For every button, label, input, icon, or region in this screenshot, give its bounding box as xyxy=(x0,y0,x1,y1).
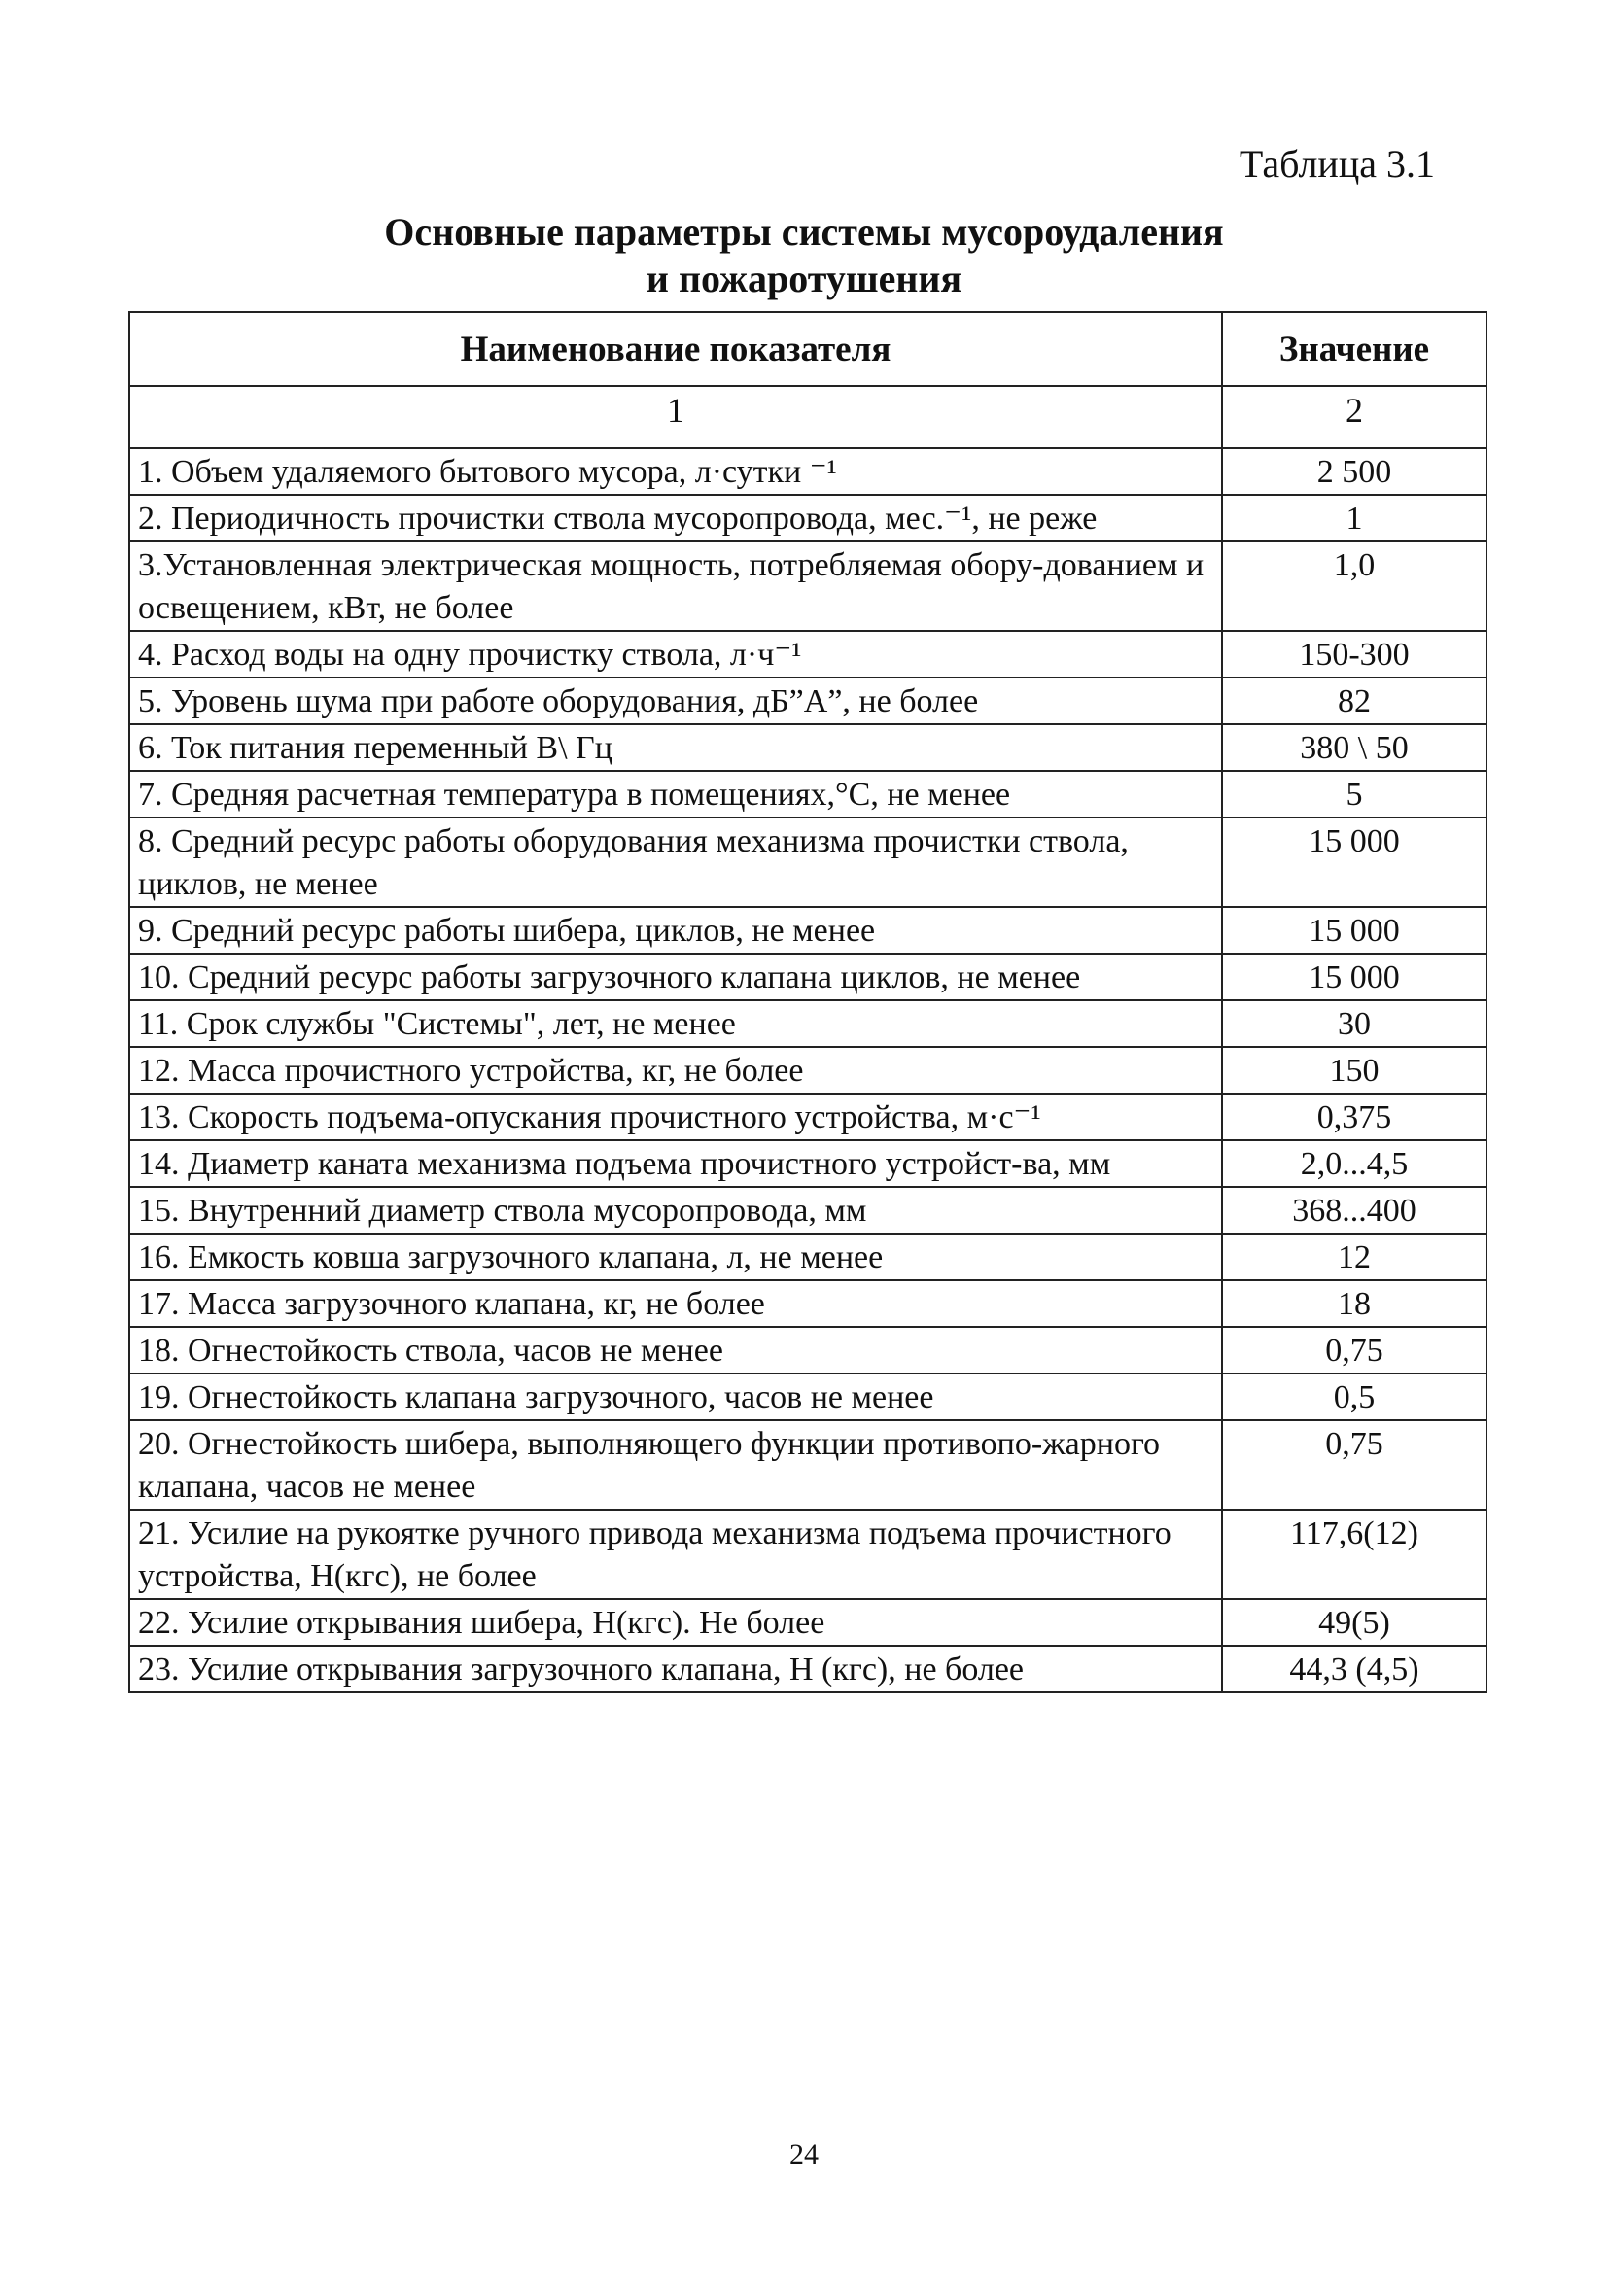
table-row xyxy=(129,1000,1486,1047)
table-row xyxy=(129,1599,1486,1646)
parameter-name: 15. Внутренний диаметр ствола мусоропровода, мм xyxy=(129,1187,1222,1234)
header-name: Наименование показателя xyxy=(129,312,1222,386)
parameter-name: 11. Срок службы "Системы", лет, не менее xyxy=(129,1000,1222,1047)
parameter-name: 8. Средний ресурс работы оборудования механизма прочистки ствола, циклов, не менее xyxy=(129,818,1222,907)
parameter-name: 21. Усилие на рукоятке ручного привода механизма подъема прочистного устройства, Н(кгс), не более xyxy=(129,1510,1222,1599)
table-row xyxy=(129,1094,1486,1140)
header-row xyxy=(129,312,1486,386)
parameter-value: 2 500 xyxy=(1222,448,1486,495)
parameter-value: 117,6(12) xyxy=(1222,1510,1486,1599)
parameter-value: 15 000 xyxy=(1222,954,1486,1000)
table-row xyxy=(129,1140,1486,1187)
parameter-value: 18 xyxy=(1222,1280,1486,1327)
column-number-2: 2 xyxy=(1222,386,1486,448)
table-row xyxy=(129,1280,1486,1327)
parameter-name: 17. Масса загрузочного клапана, кг, не более xyxy=(129,1280,1222,1327)
table-row xyxy=(129,1420,1486,1510)
parameter-value: 12 xyxy=(1222,1234,1486,1280)
parameter-name: 10. Средний ресурс работы загрузочного клапана циклов, не менее xyxy=(129,954,1222,1000)
table-row xyxy=(129,1187,1486,1234)
table-row xyxy=(129,495,1486,541)
title-line-2: и пожаротушения xyxy=(646,257,962,300)
parameter-value: 30 xyxy=(1222,1000,1486,1047)
table-row xyxy=(129,1510,1486,1599)
parameter-value: 368...400 xyxy=(1222,1187,1486,1234)
parameter-value: 0,5 xyxy=(1222,1374,1486,1420)
parameter-value: 44,3 (4,5) xyxy=(1222,1646,1486,1692)
table-row xyxy=(129,818,1486,907)
parameter-name: 4. Расход воды на одну прочистку ствола, л·ч⁻¹ xyxy=(129,631,1222,678)
parameter-name: 7. Средняя расчетная температура в помещениях,°С, не менее xyxy=(129,771,1222,818)
table-row xyxy=(129,1327,1486,1374)
table-caption: Таблица 3.1 xyxy=(1239,142,1435,186)
parameter-value: 150 xyxy=(1222,1047,1486,1094)
header-value: Значение xyxy=(1222,312,1486,386)
parameter-value: 0,75 xyxy=(1222,1420,1486,1510)
parameter-name: 20. Огнестойкость шибера, выполняющего функции противопо-жарного клапана, часов не менее xyxy=(129,1420,1222,1510)
table-row xyxy=(129,724,1486,771)
document-title xyxy=(0,209,1608,302)
table-row xyxy=(129,1234,1486,1280)
parameter-name: 13. Скорость подъема-опускания прочистного устройства, м·с⁻¹ xyxy=(129,1094,1222,1140)
parameter-value: 15 000 xyxy=(1222,818,1486,907)
parameter-name: 2. Периодичность прочистки ствола мусоропровода, мес.⁻¹, не реже xyxy=(129,495,1222,541)
table-body xyxy=(129,448,1486,1692)
parameter-name: 18. Огнестойкость ствола, часов не менее xyxy=(129,1327,1222,1374)
column-number-row xyxy=(129,386,1486,448)
parameter-name: 22. Усилие открывания шибера, Н(кгс). Не более xyxy=(129,1599,1222,1646)
parameter-value: 2,0...4,5 xyxy=(1222,1140,1486,1187)
parameter-value: 0,75 xyxy=(1222,1327,1486,1374)
parameter-name: 5. Уровень шума при работе оборудования, дБ”А”, не более xyxy=(129,678,1222,724)
table-row xyxy=(129,771,1486,818)
table-row xyxy=(129,541,1486,631)
table-row xyxy=(129,1374,1486,1420)
parameter-value: 1 xyxy=(1222,495,1486,541)
table-row xyxy=(129,678,1486,724)
parameter-name: 6. Ток питания переменный В\ Гц xyxy=(129,724,1222,771)
parameter-name: 3.Установленная электрическая мощность, потребляемая обору-дованием и освещением, кВт, не более xyxy=(129,541,1222,631)
table-row xyxy=(129,1646,1486,1692)
parameter-name: 14. Диаметр каната механизма подъема прочистного устройст-ва, мм xyxy=(129,1140,1222,1187)
parameter-value: 15 000 xyxy=(1222,907,1486,954)
parameter-name: 1. Объем удаляемого бытового мусора, л·сутки ⁻¹ xyxy=(129,448,1222,495)
table-row xyxy=(129,448,1486,495)
parameter-name: 9. Средний ресурс работы шибера, циклов, не менее xyxy=(129,907,1222,954)
parameter-value: 1,0 xyxy=(1222,541,1486,631)
table-row xyxy=(129,907,1486,954)
parameter-value: 380 \ 50 xyxy=(1222,724,1486,771)
parameter-value: 150-300 xyxy=(1222,631,1486,678)
title-line-1: Основные параметры системы мусороудаления xyxy=(384,210,1224,254)
table-row xyxy=(129,954,1486,1000)
table-row xyxy=(129,1047,1486,1094)
parameter-value: 0,375 xyxy=(1222,1094,1486,1140)
parameter-name: 16. Емкость ковша загрузочного клапана, л, не менее xyxy=(129,1234,1222,1280)
parameters-table xyxy=(128,311,1487,1693)
page-number: 24 xyxy=(789,2139,819,2171)
parameter-name: 19. Огнестойкость клапана загрузочного, часов не менее xyxy=(129,1374,1222,1420)
parameter-value: 49(5) xyxy=(1222,1599,1486,1646)
table-row xyxy=(129,631,1486,678)
parameter-value: 82 xyxy=(1222,678,1486,724)
parameter-name: 23. Усилие открывания загрузочного клапана, Н (кгс), не более xyxy=(129,1646,1222,1692)
parameter-name: 12. Масса прочистного устройства, кг, не более xyxy=(129,1047,1222,1094)
column-number-1: 1 xyxy=(129,386,1222,448)
parameter-value: 5 xyxy=(1222,771,1486,818)
